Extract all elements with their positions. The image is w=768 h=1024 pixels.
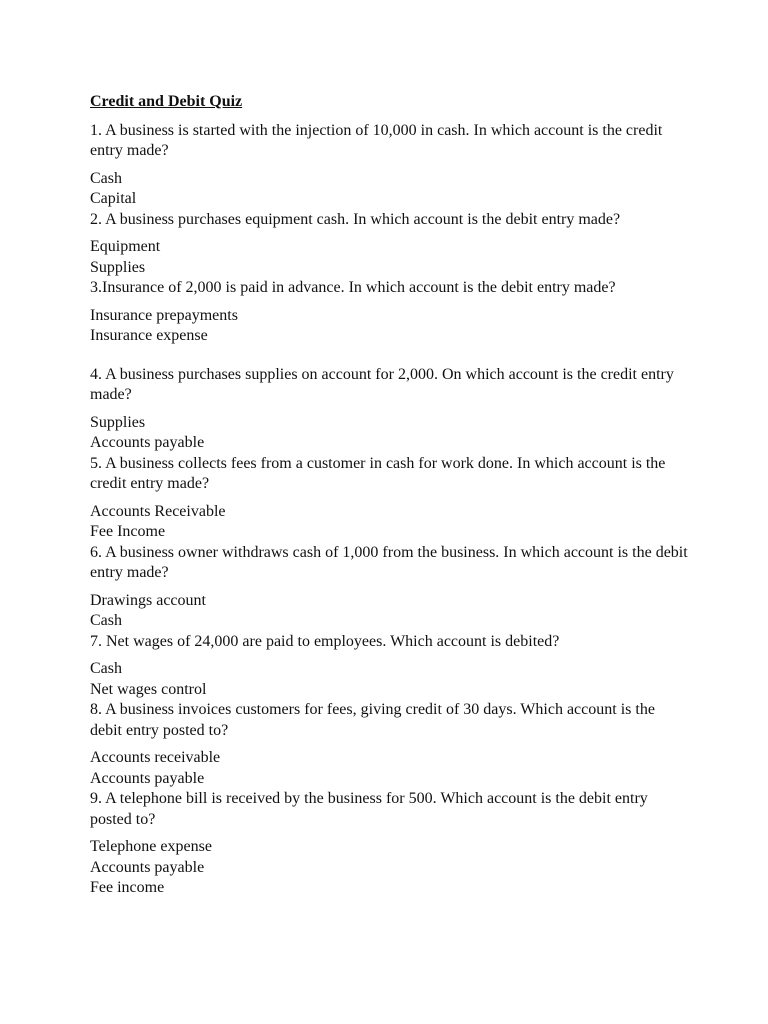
answer-options [90, 837, 690, 899]
answer-option: Accounts Receivable [90, 502, 226, 520]
question-text: 7. Net wages of 24,000 are paid to employees. Which account is debited? [90, 632, 560, 650]
answer-option: Supplies [90, 258, 146, 276]
question-9 [90, 789, 690, 899]
answer-option: Accounts payable [90, 434, 205, 451]
question-text: 3.Insurance of 2,000 is paid in advance. In which account is the debit entry made? [90, 279, 616, 296]
answer-options [90, 591, 690, 632]
document-title: Credit and Debit Quiz [90, 93, 243, 110]
answer-option: Accounts payable [90, 769, 205, 787]
question-2 [90, 210, 690, 279]
question-text: 9. A telephone bill is received by the business for 500. Which account is the debit entry posted to? [90, 790, 648, 828]
answer-options [90, 413, 690, 454]
answer-option: Capital [90, 190, 137, 207]
answer-option: Fee income [90, 879, 165, 896]
answer-option: Drawings account [90, 591, 206, 609]
answer-option: Accounts receivable [90, 749, 221, 766]
question-1 [90, 121, 690, 210]
answer-option: Net wages control [90, 680, 207, 698]
answer-option: Insurance prepayments [90, 306, 238, 324]
answer-option: Cash [90, 612, 122, 629]
question-3 [90, 278, 690, 347]
question-text: 5. A business collects fees from a customer in cash for work done. In which account is the credit entry made? [90, 454, 666, 492]
answer-options [90, 306, 690, 347]
answer-option: Accounts payable [90, 858, 205, 876]
question-text: 4. A business purchases supplies on account for 2,000. On which account is the credit entry made? [90, 365, 674, 403]
question-text: 2. A business purchases equipment cash. In which account is the debit entry made? [90, 210, 621, 228]
question-text: 1. A business is started with the injection of 10,000 in cash. In which account is the credit entry made? [90, 121, 663, 159]
answer-options [90, 659, 690, 700]
answer-option: Telephone expense [90, 838, 212, 855]
answer-option: Cash [90, 660, 122, 677]
question-text: 6. A business owner withdraws cash of 1,000 from the business. In which account is the debit entry made? [90, 543, 688, 581]
question-7 [90, 632, 690, 701]
answer-option: Fee Income [90, 523, 166, 540]
document-page [90, 92, 690, 899]
question-4 [90, 365, 690, 454]
answer-option: Supplies [90, 413, 146, 431]
answer-options [90, 502, 690, 543]
question-text: 8. A business invoices customers for fees, giving credit of 30 days. Which account is the debit entry posted to? [90, 701, 655, 739]
answer-options [90, 748, 690, 789]
answer-options [90, 237, 690, 278]
answer-option: Cash [90, 169, 122, 187]
question-8 [90, 700, 690, 789]
question-5 [90, 454, 690, 543]
answer-option: Equipment [90, 238, 161, 255]
answer-option: Insurance expense [90, 327, 208, 344]
answer-options [90, 169, 690, 210]
question-6 [90, 543, 690, 632]
